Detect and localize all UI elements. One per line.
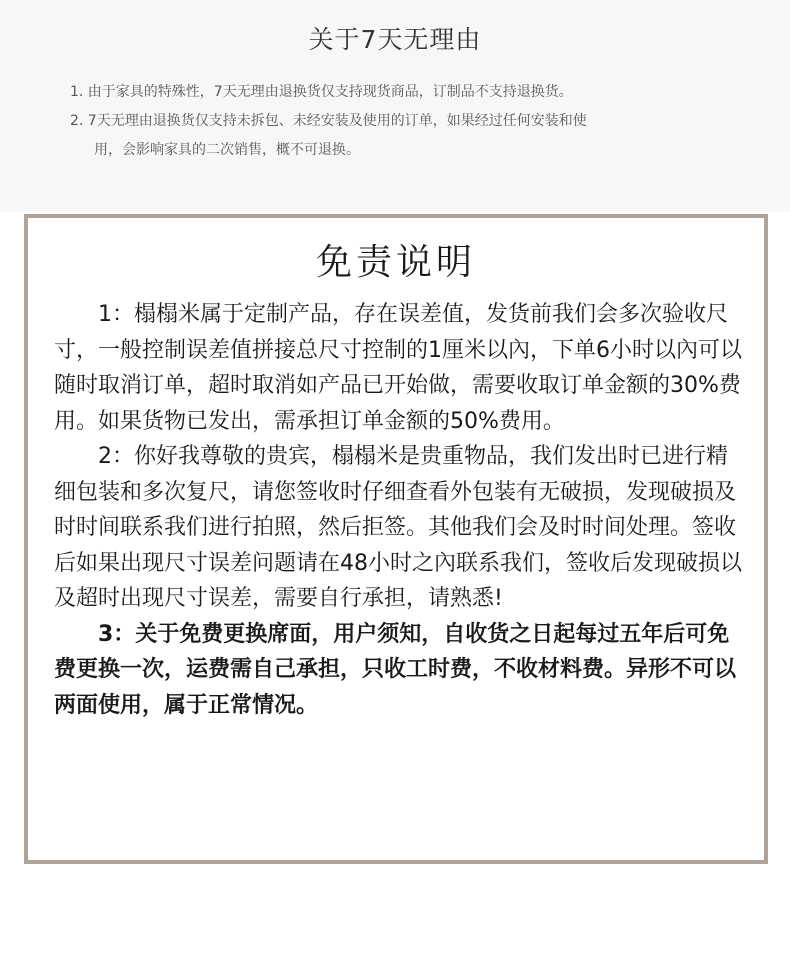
return-policy-title: 关于7天无理由 [308, 25, 482, 54]
return-policy-item-1-text: 1. 由于家具的特殊性，7天无理由退换货仅支持现货商品，订制品不支持退换货。 [70, 84, 573, 100]
return-policy-item-2-text: 2. 7天无理由退换货仅支持未拆包、未经安装及使用的订单，如果经过任何安装和使 [70, 113, 587, 129]
return-policy-item-2 [70, 107, 730, 165]
disclaimer-body [54, 297, 746, 723]
return-policy-item-1 [70, 78, 730, 107]
return-policy-list [70, 78, 730, 165]
disclaimer-paragraph-3: 3：关于免费更换席面，用户须知，自收货之日起每过五年后可免费更换一次，运费需自己承担，只收工时费，不收材料费。异形不可以两面使用，属于正常情况。 [54, 621, 737, 718]
return-policy-item-2-continuation: 用，会影响家具的二次销售，概不可退换。 [94, 142, 360, 158]
disclaimer-box [24, 214, 768, 864]
disclaimer-paragraph-1: 1：榻榻米属于定制产品，存在误差值，发货前我们会多次验收尺寸，一般控制误差值拼接总尺寸控制的1厘米以內，下单6小时以內可以随时取消订单，超时取消如产品已开始做，需要收取订单金额的30%费用。如果货物已发出，需承担订单金额的50%费用。 [54, 302, 742, 434]
disclaimer-paragraph-2: 2：你好我尊敬的贵宾，榻榻米是贵重物品，我们发出时已进行精细包装和多次复尺，请您签收时仔细查看外包装有无破损，发现破损及时时间联系我们进行拍照，然后拒签。其他我们会及时时间处理。签收后如果出现尺寸误差问题请在48小时之內联系我们，签收后发现破损以及超时出现尺寸误差，需要自行承担，请熟悉! [54, 444, 742, 611]
disclaimer-title: 免责说明 [315, 242, 476, 283]
return-policy-section [0, 0, 790, 212]
